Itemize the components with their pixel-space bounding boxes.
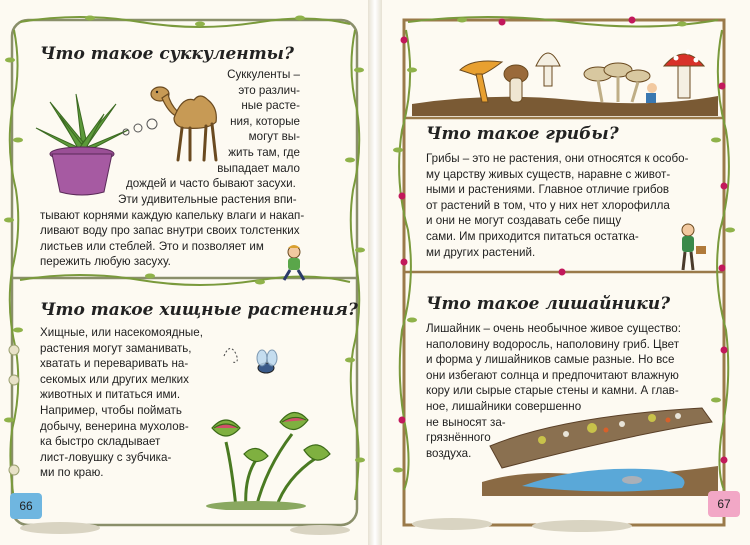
section-title-mushrooms: Что такое грибы? xyxy=(426,124,619,144)
text-line: кору или сырые старые стены и камни. А глав- xyxy=(426,384,679,398)
succulents-text-right xyxy=(190,67,300,176)
text-line: Грибы – это не растения, они относятся к особо- xyxy=(426,152,689,165)
text-line: Например, чтобы поймать xyxy=(40,403,182,417)
text-line: животных и питаться ими. xyxy=(40,388,181,402)
book-gutter xyxy=(368,0,382,545)
fly-icon xyxy=(222,342,282,382)
text-line: растения могут заманивать, xyxy=(40,341,192,355)
page-number-right: 67 xyxy=(708,491,740,517)
text-line: они избегают солнца и предпочитают влажную xyxy=(426,368,679,382)
text-line: жить там, где xyxy=(228,145,300,159)
succulents-text-line-8: дождей и часто бывают засухи. xyxy=(126,177,296,190)
mushrooms-icon xyxy=(412,36,718,116)
text-line: ливают воду про запас внутри своих толстенких xyxy=(40,224,300,238)
text-line: не выносят за- xyxy=(426,415,506,429)
text-line: секомых или других мелких xyxy=(40,372,189,386)
text-line: и форма у лишайников самые разные. Но все xyxy=(426,353,675,367)
text-line: и они не могут создавать себе пищу xyxy=(426,214,622,228)
carnivorous-text xyxy=(40,325,203,481)
text-line: ными и растениями. Главное отличие грибов xyxy=(426,183,670,197)
text-line: Хищные, или насекомоядные, xyxy=(40,326,203,339)
text-line: ка быстро складывает xyxy=(40,435,161,449)
text-line: добычу, венерина мухолов- xyxy=(40,419,189,433)
text-line: Лишайник – очень необычное живое существо: xyxy=(426,322,681,335)
text-line: ми по краю. xyxy=(40,466,104,480)
section-title-lichens: Что такое лишайники? xyxy=(426,294,671,314)
text-line: от растений в том, что у них нет хлорофилла xyxy=(426,198,670,212)
text-line: му царству живых существ, наравне с живот- xyxy=(426,167,671,181)
child-figure-icon xyxy=(674,222,710,272)
text-line: могут вы- xyxy=(248,130,300,144)
venus-flytrap-icon xyxy=(196,398,336,510)
text-line: ми других растений. xyxy=(426,245,536,259)
text-line: тывают корнями каждую капельку влаги и накап- xyxy=(40,208,305,222)
page-number-left: 66 xyxy=(10,493,42,519)
child-figure-icon xyxy=(276,244,316,284)
text-line: выпадает мало xyxy=(217,161,300,175)
text-line: ния, которые xyxy=(230,114,300,128)
text-line: лист-ловушку с зубчика- xyxy=(40,450,172,464)
text-line: Суккуленты – xyxy=(227,68,300,81)
text-line: грязнённого xyxy=(426,431,491,445)
section-title-carnivorous: Что такое хищные растения? xyxy=(40,300,358,320)
lichen-log-icon xyxy=(482,404,718,496)
text-line: это различ- xyxy=(238,83,300,97)
text-line: воздуха. xyxy=(426,446,472,460)
aloe-plant-icon xyxy=(32,88,132,198)
text-line: хватать и переваривать на- xyxy=(40,357,189,371)
text-line: Эти удивительные растения впи- xyxy=(118,193,297,206)
text-line: наполовину водоросль, наполовину гриб. Цвет xyxy=(426,337,680,351)
page-left xyxy=(0,0,368,545)
text-line: листьев или стеблей. Это и позволяет им xyxy=(40,239,264,253)
succulents-text-full xyxy=(40,192,304,270)
text-line: сами. Им приходится питаться остатка- xyxy=(426,229,639,243)
text-line: пережить любую засуху. xyxy=(40,255,171,269)
mushrooms-text xyxy=(426,151,688,260)
section-title-succulents: Что такое суккуленты? xyxy=(40,44,294,64)
text-line: ное, лишайники совершенно xyxy=(426,399,582,413)
page-right xyxy=(382,0,750,545)
text-line: ные расте- xyxy=(241,99,300,113)
